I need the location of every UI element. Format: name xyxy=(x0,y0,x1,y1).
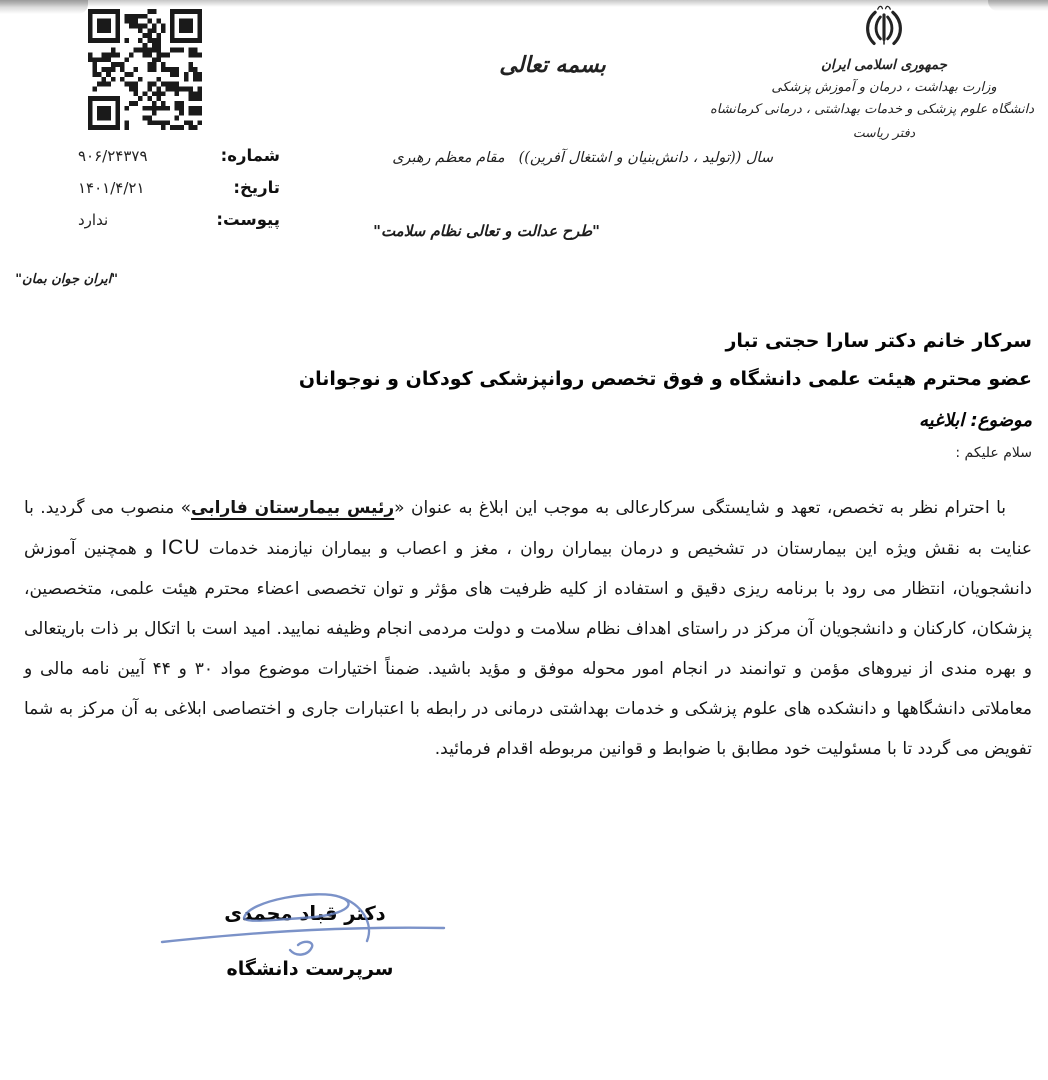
scan-corner-artifact-left xyxy=(0,0,88,14)
signer-name: دکتر قباد محمدی xyxy=(224,902,386,925)
greeting-line: سلام علیکم : xyxy=(955,445,1032,461)
handwritten-signature-icon xyxy=(148,884,478,964)
subject-value: ابلاغیه xyxy=(919,410,965,431)
appointment-title: رئیس بیمارستان فارابی xyxy=(191,498,395,518)
body-part3: و همچنین آموزش دانشجویان، انتظار می رود با برنامه ریزی دقیق و استفاده از کلیه ظرفیت های مؤثر و توان تخصصی اعضاء محترم هیئت علمی، متخصصین، پزشکان، کارکنان و دانشجویان آن مرکز در راستای اهداف نظام سلامت و دولت مردمی انجام وظیفه نمایید. امید است با اتکال بر ذات باریتعالی و بهره مندی از نیروهای مؤمن و توانمند در انجام امور محوله موفق و مؤید باشید. ضمناً اختیارات موضوع مواد ۳۰ و ۴۴ آیین نامه مالی و معاملاتی دانشگاهها و دانشکده های علوم پزشکی و خدمات بهداشتی درمانی در رابطه با اعتبارات جاری و اختصاصی ابلاغی به آن مرکز به شما تفویض می گردد تا با مسئولیت خود مطابق با ضوابط و قوانین مربوطه اقدام فرمائید. xyxy=(24,539,1032,759)
recipient-name: سرکار خانم دکتر سارا حجتی تبار xyxy=(725,330,1032,352)
qr-code-icon xyxy=(88,9,202,130)
subject-label: موضوع: xyxy=(970,410,1032,431)
org-country-line: جمهوری اسلامی ایران xyxy=(820,57,948,73)
year-slogan-attribution: مقام معظم رهبری xyxy=(392,150,505,166)
iran-coat-of-arms-icon xyxy=(858,5,910,55)
health-plan-motto: "طرح عدالت و تعالی نظام سلامت" xyxy=(373,222,600,240)
letterhead-org-block xyxy=(709,5,1034,140)
body-part2: » منصوب می گردید. با عنایت به نقش ویژه این بیمارستان در تشخیص و درمان بیماران روان ، مغز و اعصاب و بیماران نیازمند خدمات xyxy=(24,498,1032,559)
meta-row-date xyxy=(78,178,280,197)
number-value: ۹۰۶/۲۴۳۷۹ xyxy=(78,147,148,165)
qr-code-svg xyxy=(88,9,202,130)
signer-title: سرپرست دانشگاه xyxy=(226,958,394,980)
letter-meta-block xyxy=(78,146,280,242)
org-office-line: دفتر ریاست xyxy=(852,125,916,140)
date-label: تاریخ: xyxy=(233,178,280,197)
recipient-title: عضو محترم هیئت علمی دانشگاه و فوق تخصص روانپزشکی کودکان و نوجوانان xyxy=(298,368,1032,390)
org-ministry-line: وزارت بهداشت ، درمان و آموزش پزشکی xyxy=(771,80,997,95)
letter-body xyxy=(24,488,1032,769)
meta-row-attachment xyxy=(78,210,280,229)
number-label: شماره: xyxy=(220,146,280,165)
recipient-block xyxy=(24,330,1032,461)
subject-line xyxy=(24,410,1032,431)
year-slogan-line xyxy=(392,150,773,166)
bismillah-text: بسمه تعالی xyxy=(499,52,606,78)
icu-abbreviation: ICU xyxy=(161,536,201,559)
attachment-value: ندارد xyxy=(78,211,109,229)
org-university-line: دانشگاه علوم پزشکی و خدمات بهداشتی ، درمانی کرمانشاه xyxy=(709,102,1034,117)
attachment-label: پیوست: xyxy=(216,210,280,229)
body-part1: با احترام نظر به تخصص، تعهد و شایستگی سرکارعالی به موجب این ابلاغ به عنوان « xyxy=(394,498,1006,518)
meta-row-number xyxy=(78,146,280,165)
date-value: ۱۴۰۱/۴/۲۱ xyxy=(78,179,145,197)
side-motto: "ایران جوان بمان" xyxy=(15,272,118,287)
year-slogan-text: سال ((تولید ، دانش‌بنیان و اشتغال آفرین)) xyxy=(518,150,773,166)
